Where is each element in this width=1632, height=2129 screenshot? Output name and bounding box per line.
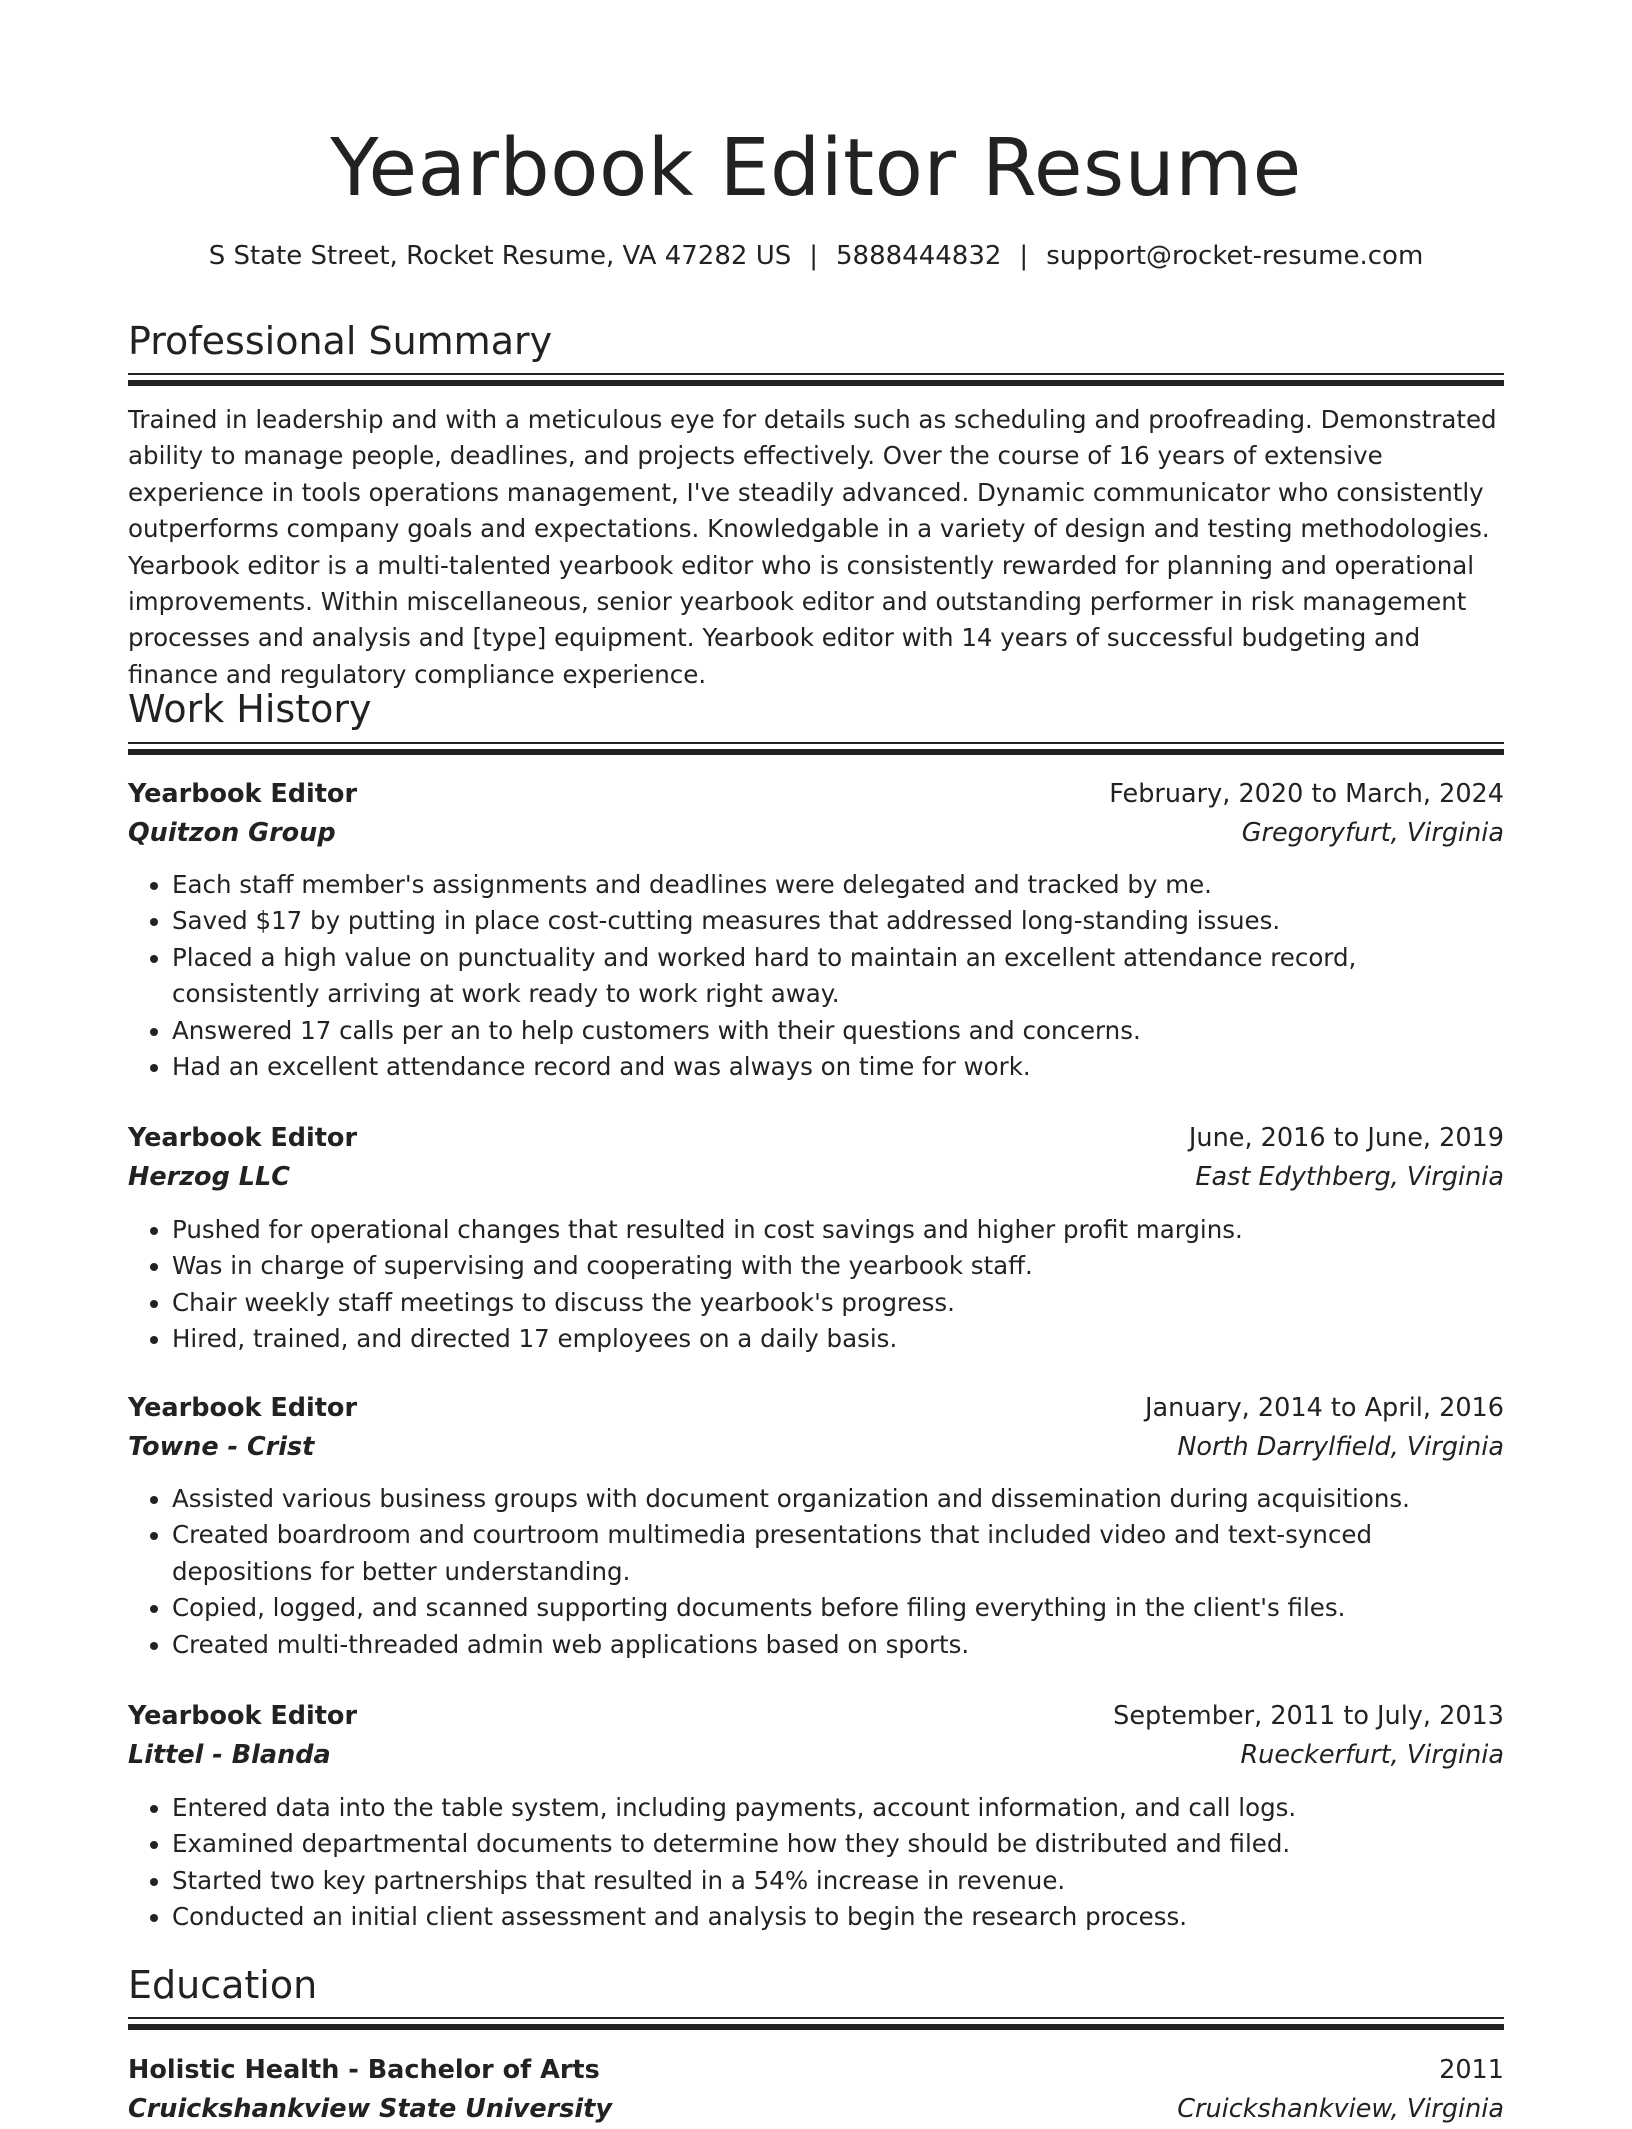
job-bullet: • Conducted an initial client assessment and analysis to begin the research process. bbox=[172, 1899, 1504, 1935]
job-dates: June, 2016 to June, 2019 bbox=[1188, 1123, 1504, 1153]
job-bullet: • Saved $17 by putting in place cost-cutting measures that addressed long-standing issues. bbox=[172, 903, 1504, 939]
job-bullets bbox=[128, 1790, 1504, 1936]
education-year: 2011 bbox=[1439, 2055, 1504, 2085]
job-bullets bbox=[128, 1481, 1504, 1663]
education-degree: Holistic Health - Bachelor of Arts bbox=[128, 2055, 600, 2085]
job-company-row bbox=[128, 814, 1504, 853]
education-heading: Education bbox=[128, 1963, 318, 2007]
education-location: Cruickshankview, Virginia bbox=[1177, 2094, 1504, 2124]
job-bullets bbox=[128, 1212, 1504, 1358]
education-school: Cruickshankview State University bbox=[128, 2094, 612, 2124]
job-bullet: • Created multi-threaded admin web applications based on sports. bbox=[172, 1627, 1504, 1663]
job-bullet: • Assisted various business groups with document organization and dissemination during acquisitions. bbox=[172, 1481, 1504, 1517]
job-company: Towne - Crist bbox=[128, 1432, 315, 1462]
contact-line bbox=[128, 236, 1504, 276]
job-title-row bbox=[128, 1119, 1504, 1158]
job-bullet: • Created boardroom and courtroom multimedia presentations that included video and text-synced depositions for better understanding. bbox=[172, 1517, 1504, 1590]
job-title-row bbox=[128, 1697, 1504, 1736]
contact-separator: | bbox=[809, 241, 818, 271]
job-company: Littel - Blanda bbox=[128, 1740, 331, 1770]
resume-name: Yearbook Editor Resume bbox=[330, 122, 1302, 214]
contact-address: S State Street, Rocket Resume, VA 47282 US bbox=[208, 241, 792, 271]
job-bullet: • Each staff member's assignments and deadlines were delegated and tracked by me. bbox=[172, 867, 1504, 903]
job-entry bbox=[128, 1389, 1504, 1663]
contact-email: support@rocket-resume.com bbox=[1046, 241, 1424, 271]
job-entry bbox=[128, 1697, 1504, 1936]
job-company: Herzog LLC bbox=[128, 1162, 290, 1192]
summary-text: Trained in leadership and with a meticulous eye for details such as scheduling and proofreading. Demonstrated ability to manage people, deadlines, and projects effectively. Over the course of 16 years of extensive experience in tools operations management, I've steadily advanced. Dynamic communicator who consistently outperforms company goals and expectations. Knowledgable in a variety of design and testing methodologies. Yearbook editor is a multi-talented yearbook editor who is consistently rewarded for planning and operational improvements. Within miscellaneous, senior yearbook editor and outstanding performer in risk management processes and analysis and [type] equipment. Yearbook editor with 14 years of successful budgeting and finance and regulatory compliance experience. bbox=[128, 405, 1497, 689]
job-title-row bbox=[128, 1389, 1504, 1428]
job-bullet: • Was in charge of supervising and cooperating with the yearbook staff. bbox=[172, 1248, 1504, 1284]
job-company-row bbox=[128, 1428, 1504, 1467]
job-dates: February, 2020 to March, 2024 bbox=[1109, 779, 1504, 809]
job-bullet: • Had an excellent attendance record and was always on time for work. bbox=[172, 1049, 1504, 1085]
job-bullet: • Answered 17 calls per an to help customers with their questions and concerns. bbox=[172, 1013, 1504, 1049]
job-bullet: • Copied, logged, and scanned supporting documents before filing everything in the client's files. bbox=[172, 1590, 1504, 1626]
job-title-row bbox=[128, 775, 1504, 814]
job-company: Quitzon Group bbox=[128, 818, 336, 848]
job-location: Rueckerfurt, Virginia bbox=[1240, 1740, 1504, 1770]
job-title: Yearbook Editor bbox=[128, 1123, 358, 1153]
section-divider bbox=[128, 742, 1504, 756]
job-entry bbox=[128, 1119, 1504, 1358]
job-bullet: • Hired, trained, and directed 17 employees on a daily basis. bbox=[172, 1321, 1504, 1357]
job-company-row bbox=[128, 1158, 1504, 1197]
summary-heading: Professional Summary bbox=[128, 319, 553, 363]
job-bullet: • Started two key partnerships that resulted in a 54% increase in revenue. bbox=[172, 1863, 1504, 1899]
education-school-row bbox=[128, 2090, 1504, 2129]
education-degree-row bbox=[128, 2051, 1504, 2090]
job-bullet: • Entered data into the table system, including payments, account information, and call logs. bbox=[172, 1790, 1504, 1826]
work-history-heading: Work History bbox=[128, 687, 372, 731]
section-divider bbox=[128, 373, 1504, 387]
job-bullet: • Examined departmental documents to determine how they should be distributed and filed. bbox=[172, 1826, 1504, 1862]
job-location: East Edythberg, Virginia bbox=[1195, 1162, 1504, 1192]
job-bullet: • Pushed for operational changes that resulted in cost savings and higher profit margins. bbox=[172, 1212, 1504, 1248]
job-dates: September, 2011 to July, 2013 bbox=[1113, 1701, 1504, 1731]
job-location: Gregoryfurt, Virginia bbox=[1241, 818, 1504, 848]
job-dates: January, 2014 to April, 2016 bbox=[1145, 1393, 1504, 1423]
job-title: Yearbook Editor bbox=[128, 1701, 358, 1731]
contact-phone: 5888444832 bbox=[836, 241, 1002, 271]
job-entry bbox=[128, 775, 1504, 1085]
job-bullet: • Placed a high value on punctuality and worked hard to maintain an excellent attendance record, consistently arriving at work ready to work right away. bbox=[172, 940, 1504, 1013]
job-company-row bbox=[128, 1736, 1504, 1775]
section-divider bbox=[128, 2017, 1504, 2031]
job-title: Yearbook Editor bbox=[128, 779, 358, 809]
job-title: Yearbook Editor bbox=[128, 1393, 358, 1423]
job-location: North Darrylfield, Virginia bbox=[1177, 1432, 1504, 1462]
job-bullets bbox=[128, 867, 1504, 1085]
education-entry bbox=[128, 2051, 1504, 2129]
contact-separator: | bbox=[1019, 241, 1029, 271]
job-bullet: • Chair weekly staff meetings to discuss the yearbook's progress. bbox=[172, 1285, 1504, 1321]
